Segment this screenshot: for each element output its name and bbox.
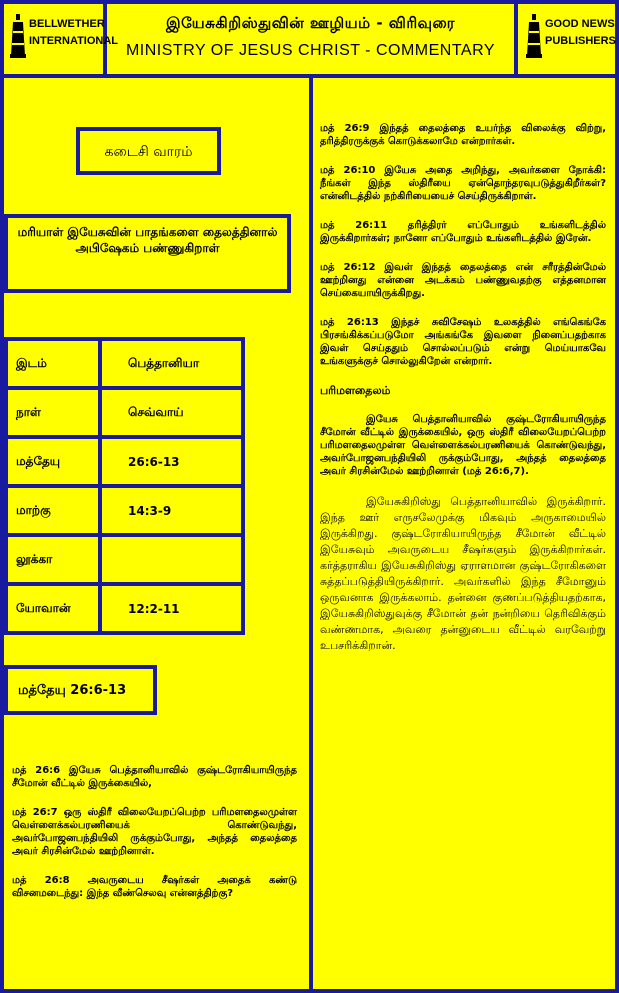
section-heading: பரிமளதைலம் xyxy=(320,384,391,397)
left-logo-line-1: BELLWETHER xyxy=(29,18,105,30)
table-row xyxy=(6,486,243,535)
info-value-luke xyxy=(100,535,243,584)
bellwether-logo xyxy=(0,0,119,74)
right-logo-line-1: GOOD NEWS xyxy=(545,18,615,30)
header xyxy=(0,0,619,78)
info-value-mark: 14:3-9 xyxy=(100,486,243,535)
verse-26-9: மத் 26:9 இந்தத் தைலத்தை உயர்ந்த விலைக்கு விற்று, தரித்திரருக்குக் கொடுக்கலாமே என்றார்கள். xyxy=(320,123,606,147)
info-key-luke: லூக்கா xyxy=(6,535,100,584)
left-verses xyxy=(12,764,297,916)
info-key-mark: மாற்கு xyxy=(6,486,100,535)
info-table xyxy=(4,337,245,635)
info-key-place: இடம் xyxy=(6,339,100,388)
title-tamil: இயேசுகிறிஸ்துவின் ஊழியம் - விரிவுரை xyxy=(166,14,455,32)
title-english: MINISTRY OF JESUS CHRIST - COMMENTARY xyxy=(125,42,496,59)
verse-26-6: மத் 26:6 இயேசு பெத்தானியாவில் குஷ்டரோகியாயிருந்த சீமோன் வீட்டில் இருக்கையில், xyxy=(12,765,297,789)
column-divider xyxy=(309,78,313,993)
info-value-place: பெத்தானியா xyxy=(100,339,243,388)
verse-26-7: மத் 26:7 ஒரு ஸ்திரீ விலையேறப்பெற்ற பரிமளதைலமுள்ள வெள்ளைக்கல்பரணியைக் கொண்டுவந்து, அவர்போஜனபந்தியிலி ருக்கும்போது, அந்தத் தைலத்தை அவர் சிரசின்மேல் ஊற்றினாள். xyxy=(12,807,297,857)
right-column-text xyxy=(320,122,606,670)
table-row xyxy=(6,437,243,486)
event-title-box xyxy=(4,214,291,293)
info-value-day: செவ்வாய் xyxy=(100,388,243,437)
table-row xyxy=(6,388,243,437)
event-title: மரியாள் இயேசுவின் பாதங்களை தைலத்தினால் அபிஷேகம் பண்ணுகிறாள் xyxy=(17,225,278,255)
lighthouse-icon xyxy=(526,14,542,58)
verse-26-8: மத் 26:8 அவருடைய சீஷர்கள் அதைக் கண்டு விசனமடைந்து: இந்த வீண்செலவு என்னத்திற்கு? xyxy=(12,875,297,899)
commentary-paragraph-2: இயேசுகிறிஸ்து பெத்தானியாவில் இருக்கிறார். இந்த ஊர் எருசலேமுக்கு மிகவும் அருகாமையில் இருக்கிறது. குஷ்டரோகியாயிருந்த சீமோன் வீட்டில் இயேசுவும் அவருடைய சீஷர்களும் இருக்கிறார்கள். கர்த்தராகிய இயேசுகிறிஸ்து ஏராளமான குஷ்டரோகிகளை சுத்தப்படுத்தியிருக்கிறார். அவர்களில் இந்த சீமோனும் ஒருவனாக இருக்கலாம். தன்னை குணப்படுத்தியதற்காக, இயேசுகிறிஸ்துவுக்கு சீமோன் தன் நன்றியை தெரிவிக்கும் வண்ணமாக, அவரை தன்னுடைய வீட்டில் வரவேற்று உபசரிக்கிறான். xyxy=(320,495,606,652)
info-key-matthew: மத்தேயு xyxy=(6,437,100,486)
table-row xyxy=(6,584,243,633)
info-key-john: யோவான் xyxy=(6,584,100,633)
week-label: கடைசி வாரம் xyxy=(104,144,193,160)
reference-label: மத்தேயு 26:6-13 xyxy=(18,683,127,698)
verse-26-13: மத் 26:13 இந்தச் சுவிசேஷம் உலகத்தில் எங்கெங்கே பிரசங்கிக்கப்படுமோ அங்கங்கே இவளை நினைப்பதற்காக இவள் செய்ததும் சொல்லப்படும் என்று மெய்யாகவே உங்களுக்குச் சொல்லுகிறேன் என்றார். xyxy=(320,317,606,367)
table-row xyxy=(6,535,243,584)
info-value-john: 12:2-11 xyxy=(100,584,243,633)
week-label-box xyxy=(76,127,221,175)
info-key-day: நாள் xyxy=(6,388,100,437)
reference-box xyxy=(4,665,157,715)
commentary-paragraph-1: இயேசு பெத்தானியாவில் குஷ்டரோகியாயிருந்த சீமோன் வீட்டில் இருக்கையில், ஒரு ஸ்திரீ விலையேறப்பெற்ற பரிமளதைலமுள்ள வெள்ளைக்கல்பரணியைக் கொண்டுவந்து, அவர்போஜனபந்தியிலி ருக்கும்போது, அந்தத் தைலத்தை அவர் சிரசின்மேல் ஊற்றினாள் (மத் 26:6,7). xyxy=(320,414,606,477)
verse-26-10: மத் 26:10 இயேசு அதை அறிந்து, அவர்களை நோக்கி: நீங்கள் இந்த ஸ்திரீயை ஏன்தொந்தரவுபடுத்துகிறீர்கள்? என்னிடத்தில் நற்கிரியையைச் செய்திருக்கிறாள். xyxy=(320,165,606,202)
lighthouse-icon xyxy=(10,14,26,58)
info-value-matthew: 26:6-13 xyxy=(100,437,243,486)
verse-26-12: மத் 26:12 இவள் இந்தத் தைலத்தை என் சரீரத்தின்மேல் ஊற்றினது என்னை அடக்கம் பண்ணுவதற்கு எத்தனமான செய்கையாயிருக்கிறது. xyxy=(320,262,606,299)
good-news-logo xyxy=(514,0,619,74)
left-logo-line-2: INTERNATIONAL xyxy=(29,35,119,47)
header-title xyxy=(107,0,514,74)
verse-26-11: மத் 26:11 தரித்திரர் எப்போதும் உங்களிடத்தில் இருக்கிறார்கள்; நானோ எப்போதும் உங்களிடத்தில் இரேன். xyxy=(320,220,606,244)
right-logo-line-2: PUBLISHERS xyxy=(545,35,616,47)
table-row xyxy=(6,339,243,388)
